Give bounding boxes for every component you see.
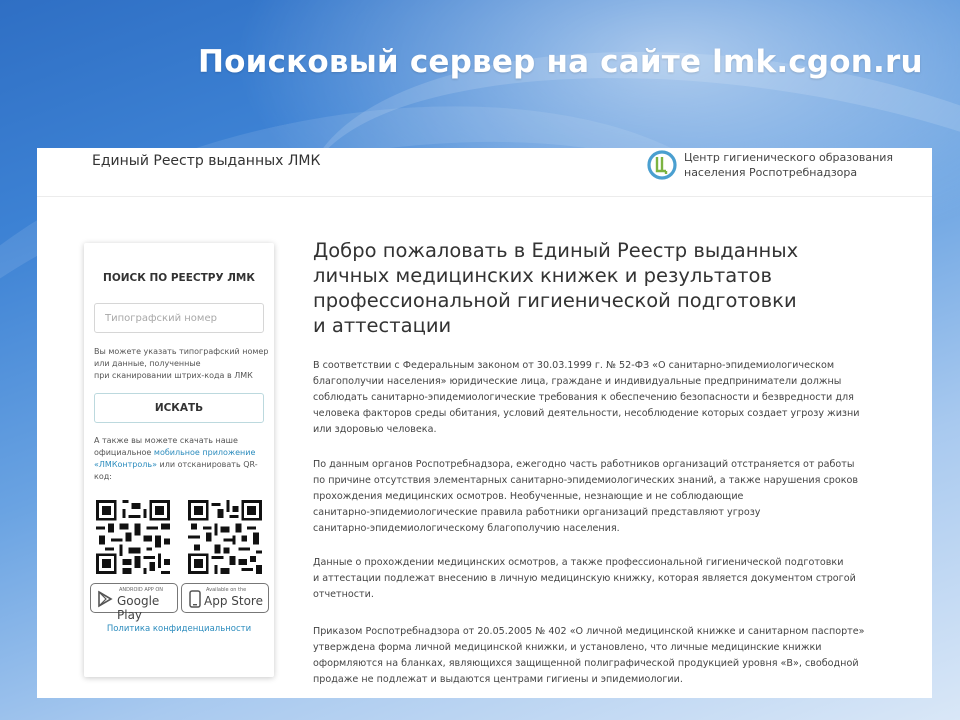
paragraph-line: оформляются на бланках, являющихся защищенной полиграфической продукцией уровня «В», свободной: [313, 658, 859, 669]
hint-line: при сканировании штрих-кода в ЛМК: [94, 371, 253, 380]
medical-exam-paragraph: [313, 555, 873, 603]
app-store-small-text: Available on the: [206, 587, 247, 593]
org-name-line: населения Роспотребнадзора: [684, 166, 858, 179]
paragraph-line: или здоровью человека.: [313, 424, 437, 435]
paragraph-line: утверждена форма личной медицинской книжки, и установлено, что личные медицинские книжки: [313, 642, 822, 653]
hint-line: Вы можете указать типографский номер: [94, 347, 269, 356]
welcome-title-line: и аттестации: [313, 314, 452, 337]
paragraph-line: санитарно-эпидемиологическому благополучию населения.: [313, 523, 620, 534]
qr-code-ios-icon[interactable]: [188, 500, 262, 574]
website-screenshot: [37, 148, 932, 698]
slide-title: Поисковый сервер на сайте lmk.cgon.ru: [198, 44, 923, 80]
search-button[interactable]: ИСКАТЬ: [94, 393, 264, 423]
welcome-title-line: личных медицинских книжек и результатов: [313, 264, 772, 287]
paragraph-line: Приказом Роспотребнадзора от 20.05.2005 № 402 «О личной медицинской книжке и санитарном паспорте»: [313, 626, 865, 637]
welcome-title-line: профессиональной гигиенической подготовки: [313, 289, 797, 312]
paragraph-line: прохождения медицинских осмотров. Необученные, незнающие и не соблюдающие: [313, 491, 744, 502]
welcome-title-line: Добро пожаловать в Единый Реестр выданных: [313, 239, 799, 262]
app-text-part: или отсканировать QR-код:: [94, 460, 258, 481]
rospotrebnadzor-paragraph: [313, 457, 873, 537]
org-name: [684, 150, 893, 180]
paragraph-line: соблюдать санитарно-эпидемиологические требования к обеспечению безопасности и безвредности для: [313, 392, 854, 403]
qr-code-android-icon[interactable]: [96, 500, 170, 574]
google-play-text: Google Play: [117, 594, 160, 622]
app-store-badge[interactable]: [181, 583, 269, 613]
google-play-icon: [96, 590, 114, 608]
paragraph-line: благополучии населения» юридические лица, граждане и индивидуальные предприниматели должны: [313, 376, 842, 387]
search-card-title: ПОИСК ПО РЕЕСТРУ ЛМК: [103, 272, 255, 284]
mobile-app-link[interactable]: мобильное приложение «ЛМКонтроль»: [94, 448, 256, 469]
google-play-badge[interactable]: [90, 583, 178, 622]
paragraph-line: По данным органов Роспотребнадзора, ежегодно часть работников организаций отстраняется от работы: [313, 459, 855, 470]
paragraph-line: человека факторов среды обитания, условий деятельности, несоблюдение которых создает угрозу жизни: [313, 408, 860, 419]
order-paragraph: [313, 624, 873, 688]
search-hint: [94, 346, 269, 382]
search-card: [84, 243, 274, 677]
app-store-text: App Store: [204, 594, 263, 608]
paragraph-line: В соответствии с Федеральным законом от 30.03.1999 г. № 52-ФЗ «О санитарно-эпидемиологическом: [313, 360, 835, 371]
privacy-policy-link[interactable]: Политика конфиденциальности: [106, 624, 252, 634]
paragraph-line: Данные о прохождении медицинских осмотров, а также профессиональной гигиенической подготовки: [313, 557, 844, 568]
paragraph-line: продаже не подлежат и выдаются центрами гигиены и эпидемиологии.: [313, 674, 683, 685]
google-play-small-text: ANDROID APP ON: [119, 587, 164, 593]
intro-paragraph: [313, 358, 873, 438]
paragraph-line: и аттестации подлежат внесению в личную медицинскую книжку, которая является документом строгой: [313, 573, 856, 584]
app-text-part: А также вы можете скачать наше официальное: [94, 436, 238, 457]
site-name[interactable]: Единый Реестр выданных ЛМК: [92, 153, 321, 169]
typographic-number-input[interactable]: [94, 303, 264, 333]
paragraph-line: по причине отсутствия элементарных санитарно-эпидемиологических знаний, а также нарушения сроков: [313, 475, 859, 486]
cgon-logo-icon[interactable]: [646, 149, 678, 181]
app-download-text: [94, 435, 269, 483]
org-name-line: Центр гигиенического образования: [684, 151, 894, 164]
hint-line: или данные, полученные: [94, 359, 201, 368]
welcome-title: [313, 238, 813, 338]
phone-icon: [189, 590, 201, 608]
paragraph-line: санитарно-эпидемиологические правила работники организаций представляют угрозу: [313, 507, 761, 518]
site-header: [37, 148, 932, 197]
paragraph-line: отчетности.: [313, 589, 374, 600]
